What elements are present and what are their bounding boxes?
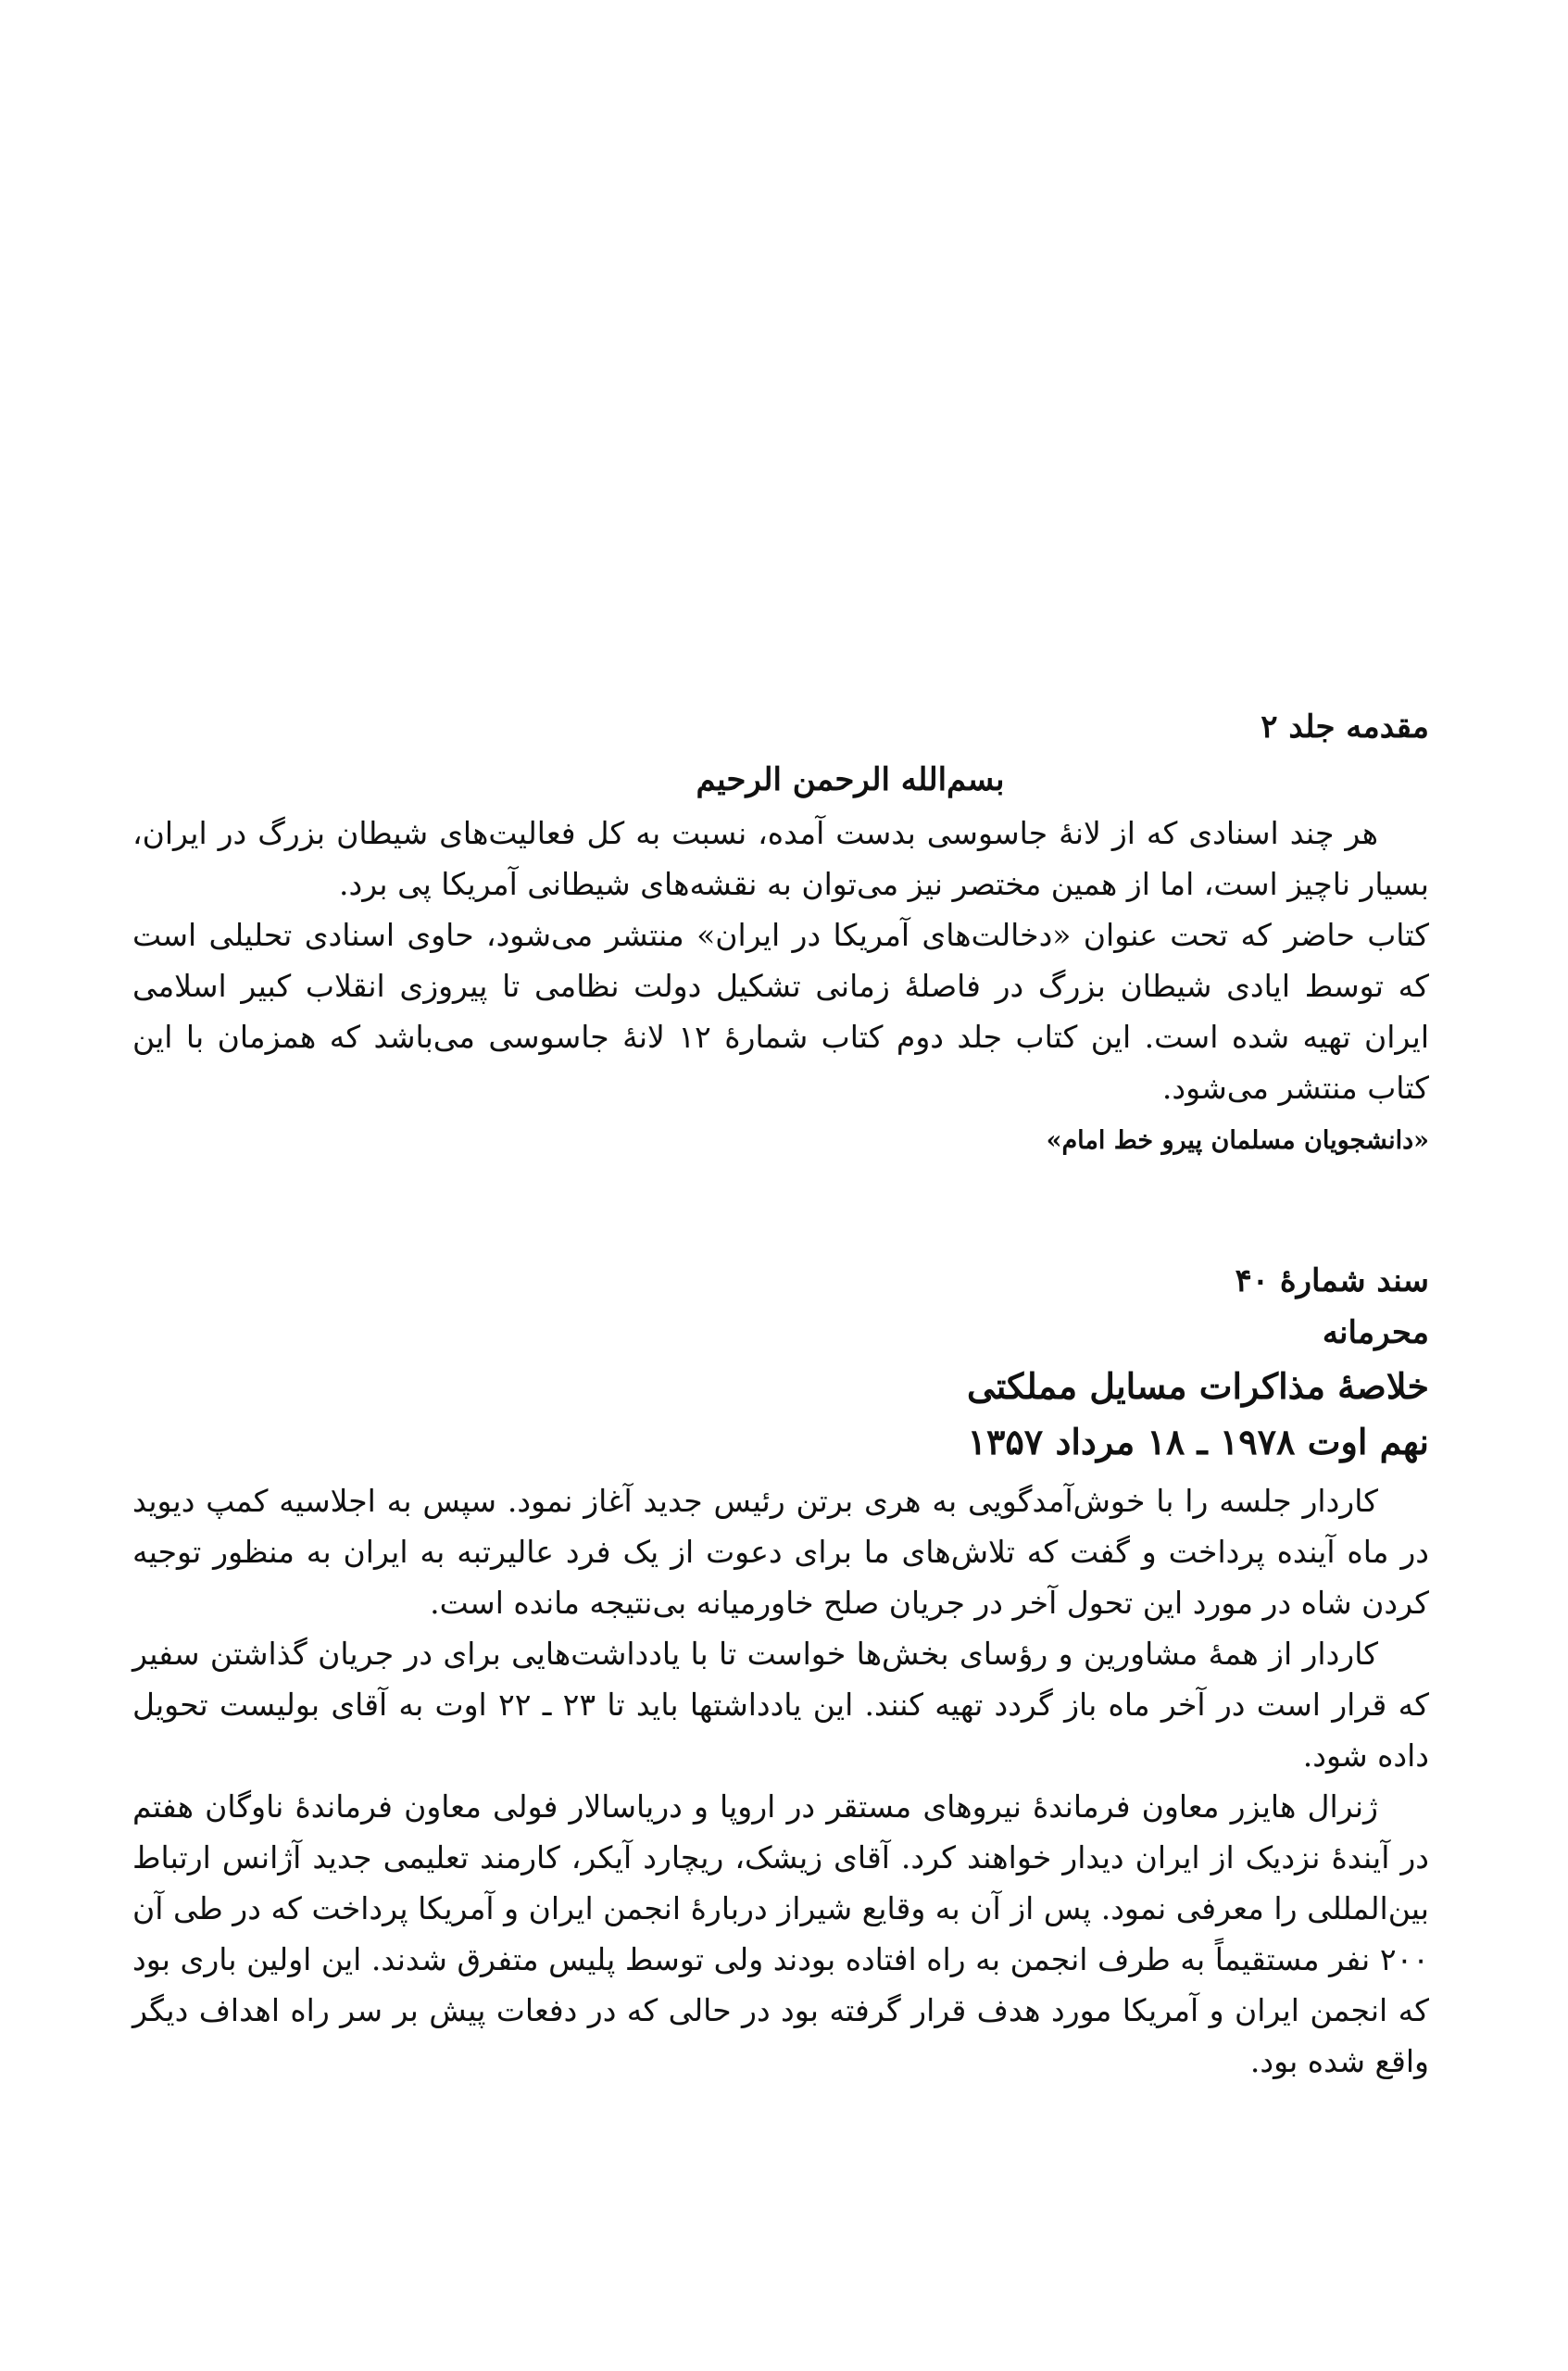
document-paragraph: کاردار از همهٔ مشاورین و رؤسای بخش‌ها خواست تا با یادداشت‌هایی برای در جریان گذاشتن سفیر که قرار است در آخر ماه باز گردد تهیه کنند. این یادداشتها باید تا ۲۳ ـ ۲۲ اوت به آقای بولیست تحویل داده شود. — [132, 1636, 1429, 1774]
document-section — [132, 1255, 1429, 2087]
document-paragraph: کاردار جلسه را با خوش‌آمدگویی به هری برتن رئیس جدید آغاز نمود. سپس به اجلاسیه کمپ دیوید در ماه آینده پرداخت و گفت که تلاش‌های ما برای دعوت از یک فرد عالیرتبه به ایران به منظور توجیه کردن شاه در مورد این تحول آخر در جریان صلح خاورمیانه بی‌نتیجه مانده است. — [132, 1483, 1429, 1621]
document-number: سند شمارهٔ ۴۰ — [1235, 1262, 1429, 1299]
signature: «دانشجویان مسلمان پیرو خط امام» — [1046, 1126, 1429, 1155]
basmala: بسم‌الله الرحمن الرحیم — [696, 761, 1005, 798]
document-classification: محرمانه — [1322, 1314, 1429, 1351]
volume-introduction — [132, 704, 1429, 1163]
document-date: نهم اوت ۱۹۷۸ ـ ۱۸ مرداد ۱۳۵۷ — [967, 1421, 1429, 1462]
document-title: خلاصهٔ مذاکرات مسایل مملکتی — [967, 1365, 1429, 1407]
intro-paragraph: هر چند اسنادی که از لانهٔ جاسوسی بدست آمده، نسبت به کل فعالیت‌های شیطان بزرگ در ایران، بسیار ناچیز است، اما از همین مختصر نیز می‌توان به نقشه‌های شیطانی آمریکا پی برد. — [132, 815, 1429, 902]
document-paragraph: ژنرال هایزر معاون فرماندهٔ نیروهای مستقر در اروپا و دریاسالار فولی معاون فرماندهٔ ناوگان هفتم در آیندهٔ نزدیک از ایران دیدار خواهند کرد. آقای زیشک، ریچارد آیکر، کارمند تعلیمی جدید آژانس ارتباط بین‌المللی را معرفی نمود. پس از آن به وقایع شیراز دربارهٔ انجمن ایران و آمریکا پرداخت که در طی آن ۲۰۰ نفر مستقیماً به طرف انجمن به راه افتاده بودند ولی توسط پلیس متفرق شدند. این اولین باری بود که انجمن ایران و آمریکا مورد هدف قرار گرفته بود در حالی که در دفعات پیش بر سر راه اهداف دیگر واقع شده بود. — [132, 1788, 1429, 2079]
intro-paragraph: کتاب حاضر که تحت عنوان «دخالت‌های آمریکا در ایران» منتشر می‌شود، حاوی اسنادی تحلیلی است که توسط ایادی شیطان بزرگ در فاصلهٔ زمانی تشکیل دولت نظامی تا پیروزی انقلاب کبیر اسلامی ایران تهیه شده است. این کتاب جلد دوم کتاب شمارهٔ ۱۲ لانهٔ جاسوسی می‌باشد که همزمان با این کتاب منتشر می‌شود. — [132, 917, 1429, 1106]
intro-heading: مقدمه جلد ۲ — [1261, 709, 1429, 746]
